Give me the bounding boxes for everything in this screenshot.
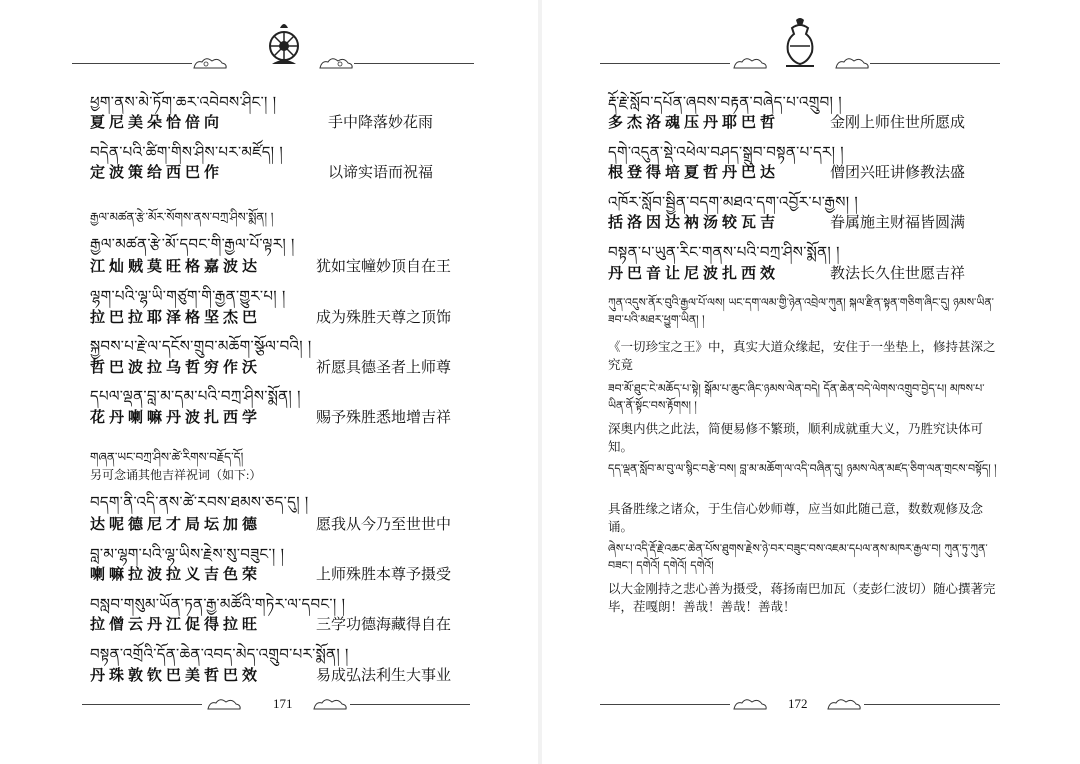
commentary-chinese: 深奥内供之此法，简便易修不繁琐，顺利成就重大义，乃胜究诀体可知。	[608, 422, 984, 454]
commentary-tibetan: ཟབ་མོ་ཐུང་ངེ་མཆོད་པ་སྟེ། སྒོམ་པ་ཆུང་ཞིང་ཉམས་ལེན་བདེ། དོན་ཆེན་བདེ་ལེགས་འགྲུབ་བྱེད་པ། མཁས་པ་ཡིན་ནོ་སྟོང་བས་རྟོགས། །	[608, 382, 985, 412]
tibetan-line: ཕྱག་ནས་མེ་ཏོག་ཆར་འབེབས་ཤིང་། །	[90, 93, 277, 111]
tibetan-line: འཁོར་སློབ་སྦྱིན་བདག་མཐའ་དག་འབྱོར་པ་རྒྱས། །	[608, 193, 859, 211]
commentary-chinese: 具备胜缘之诸众，于生信心妙师尊，应当如此随己意，数数观修及念诵。	[608, 502, 984, 534]
translation-line: 犹如宝幢妙顶自在王	[316, 259, 452, 275]
commentary-tibetan: དད་ལྡན་སློབ་མ་བུ་ལ་སྙིང་བརྩེ་བས། བླ་མ་མཆོག་ལ་འདི་བཞིན་དུ། ཉམས་ལེན་མཛད་ཅིག་ལན་གྲངས་བསྟོད། །	[608, 462, 997, 475]
tibetan-line: བསླབ་གསུམ་ཡོན་ཏན་རྒྱ་མཚོའི་གཏེར་ལ་དབང་། །	[90, 595, 346, 613]
phonetic-line: 江灿贼莫旺格嘉波达	[90, 257, 262, 275]
tibetan-line: བསྟན་འགྲོའི་དོན་ཆེན་འབད་མེད་འགྲུབ་པར་སྨོན། །	[90, 645, 349, 663]
translation-line: 以谛实语而祝福	[328, 165, 434, 181]
translation-line: 愿我从今乃至世世中	[316, 517, 452, 533]
tibetan-line: ལྷག་པའི་ལྷ་ཡི་གཙུག་གི་རྒྱན་གྱུར་པ། །	[90, 287, 286, 305]
note-chinese: 另可念诵其他吉祥祝词（如下:）	[90, 468, 262, 482]
tibetan-line: བདག་ནི་འདི་ནས་ཚེ་རབས་ཐམས་ཅད་དུ། །	[90, 493, 309, 511]
page-number: 172	[788, 696, 808, 711]
translation-line: 手中降落妙花雨	[328, 115, 434, 131]
translation-line: 僧团兴旺讲修教法盛	[830, 165, 966, 181]
phonetic-line: 夏尼美朵恰倍向	[90, 113, 224, 131]
phonetic-line: 丹巴音让尼波扎西效	[608, 264, 780, 282]
header-rule-right-b	[870, 63, 1000, 64]
footer-rule	[82, 704, 202, 705]
header-rule-right-a	[600, 63, 730, 64]
page-number: 171	[273, 696, 293, 711]
header-rule-left-a	[72, 63, 192, 64]
phonetic-line: 根登得培夏哲丹巴达	[608, 163, 780, 181]
translation-line: 易成弘法利生大事业	[316, 668, 452, 684]
section-heading-tibetan: རྒྱལ་མཚན་རྩེ་མོར་སོགས་ནས་བཀྲ་ཤིས་སྨོན། །	[90, 210, 274, 224]
phonetic-line: 哲巴波拉乌哲穷作沃	[90, 358, 262, 376]
header-rule-left-b	[354, 63, 474, 64]
tibetan-line: དགེ་འདུན་སྡེ་འཕེལ་བཤད་སྒྲུབ་བསྟན་པ་དར། །	[608, 143, 844, 161]
right-page	[540, 0, 1080, 764]
cloud-ornament-icon	[826, 697, 862, 711]
tibetan-line: བསྟན་པ་ཡུན་རིང་གནས་པའི་བཀྲ་ཤིས་སྨོན། །	[608, 243, 840, 261]
translation-line: 赐予殊胜悉地增吉祥	[316, 410, 452, 426]
footer-rule	[600, 704, 730, 705]
translation-line: 教法长久住世愿吉祥	[830, 266, 966, 282]
translation-line: 祈愿具德圣者上师尊	[316, 360, 452, 376]
colophon-chinese: 以大金刚持之悲心善为摄受，蒋扬南巴加瓦（麦彭仁波切）随心撰著完毕，茬嘎朗！善哉！善哉！善哉！	[608, 582, 996, 614]
tibetan-line: བླ་མ་ལྷག་པའི་ལྷ་ཡིས་རྗེས་སུ་བཟུང་། །	[90, 545, 285, 563]
tibetan-line: དཔལ་ལྡན་བླ་མ་དམ་པའི་བཀྲ་ཤིས་སྨོན། །	[90, 387, 301, 405]
cloud-ornament-icon	[732, 697, 768, 711]
tibetan-line: རྒྱལ་མཚན་རྩེ་མོ་དབང་གི་རྒྱལ་པོ་ལྟར། །	[90, 235, 295, 253]
commentary-tibetan: ཀུན་འདུས་ནོར་བུའི་རྒྱལ་པོ་ལས། ཡང་དག་ལམ་གྱི་ཉེན་འབྲེལ་ཀུན། སྐལ་རྫིན་སྟན་གཅིག་ཞིང་དུ། ཉམས་ཡིན་ཟབ་པའི་མཐར་ཕྱུག་ཡིན། །	[608, 296, 994, 326]
cloud-ornament-icon	[834, 56, 870, 70]
phonetic-line: 括洛因达衲汤较瓦吉	[608, 213, 780, 231]
footer-rule	[350, 704, 470, 705]
tibetan-line: རྡོ་རྗེ་སློབ་དཔོན་ཞབས་བརྟན་བཞེད་པ་འགྲུབ། །	[608, 93, 842, 111]
phonetic-line: 达呢德尼才局坛加德	[90, 515, 262, 533]
cloud-ornament-icon	[206, 697, 242, 711]
tibetan-line: བདེན་པའི་ཚིག་གིས་ཤིས་པར་མཛོད། །	[90, 143, 284, 161]
colophon-tibetan: ཞེས་པ་འདི་རྡོ་རྗེ་འཆང་ཆེན་པོས་ཐུགས་རྗེས་ཉེ་བར་བཟུང་བས་འཇམ་དཔལ་ནས་མཁར་རྒྱལ་བ། ཀུན་ཏུ་ཀུན་བཟང་། དགེའོ། དགེའོ། དགེའོ།	[608, 542, 988, 572]
phonetic-line: 拉僧云丹江促得拉旺	[90, 615, 262, 633]
commentary-chinese: 《一切珍宝之王》中，真实大道众缘起，安住于一坐垫上，修持甚深之究竟	[608, 340, 996, 372]
phonetic-line: 丹珠敦钦巴美哲巴效	[90, 666, 262, 684]
tibetan-line: སྐྱབས་པ་རྗེ་ལ་དངོས་གྲུབ་མཆོག་སྩོལ་བའི། །	[90, 337, 312, 355]
note-tibetan: གཞན་ཡང་བཀྲ་ཤིས་ཚེ་རིགས་བརྗོད་དོ།	[90, 450, 244, 464]
translation-line: 眷属施主财福皆圆满	[830, 215, 966, 231]
translation-line: 三学功德海藏得自在	[316, 617, 452, 633]
dharma-wheel-icon	[262, 20, 306, 70]
cloud-ornament-icon	[318, 56, 354, 70]
phonetic-line: 定波策给西巴作	[90, 163, 224, 181]
translation-line: 成为殊胜天尊之顶饰	[316, 310, 452, 326]
footer-rule	[864, 704, 1000, 705]
translation-line: 金刚上师住世所愿成	[830, 115, 966, 131]
translation-line: 上师殊胜本尊予摄受	[316, 567, 452, 583]
cloud-ornament-icon	[192, 56, 228, 70]
cloud-ornament-icon	[732, 56, 768, 70]
phonetic-line: 喇嘛拉波拉义吉色荣	[90, 565, 262, 583]
cloud-ornament-icon	[312, 697, 348, 711]
phonetic-line: 花丹喇嘛丹波扎西学	[90, 408, 262, 426]
phonetic-line: 拉巴拉耶泽格坚杰巴	[90, 308, 262, 326]
treasure-vase-icon	[778, 18, 822, 68]
phonetic-line: 多杰洛魂压丹耶巴哲	[608, 113, 780, 131]
